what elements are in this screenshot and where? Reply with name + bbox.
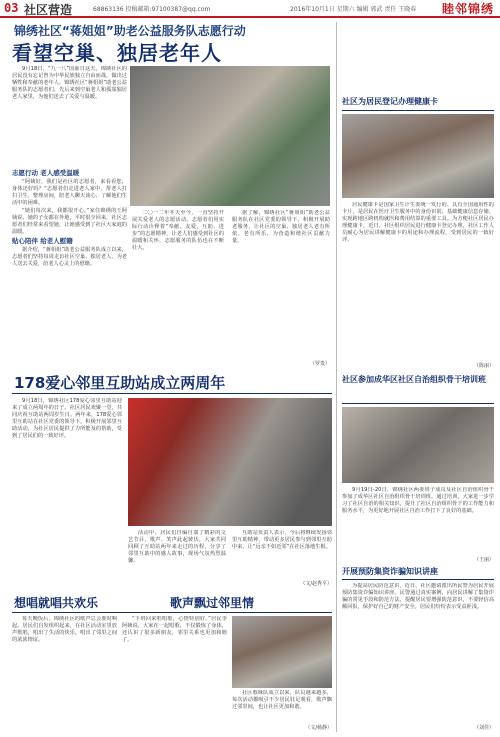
right2-rule	[342, 403, 494, 404]
lead-column-2	[132, 210, 224, 368]
section-title: 社区营造	[24, 3, 73, 17]
mid-title: 178爱心邻里互助站成立两周年	[14, 374, 226, 392]
issue-date: 2016年10月1日 星期六 编辑 郭武 责任 王晓春	[290, 6, 417, 13]
bottom-column-3	[232, 690, 332, 724]
lead-intro-text: 9月18日，“九一八”国耻日这天，锦绣社区的居民没有忘记曾为中华民族独立自由而战，做出过牺牲和奉献的老年人。锦绣社区“蒋姐姐”助老公益服务队的志愿者们，先后来到空巢老人和孤寡独居老人家里，为他们送去了关爱与温暖。	[12, 66, 127, 100]
mid-rule	[12, 393, 332, 394]
lead-column-3-text: 据了解，锦绣社区“蒋姐姐”助老公益服务队在社区党委的领导下，积极开展助老服务，让社区的空巢、独居老人老有所依、老有所乐，为营造和谐社区贡献力量。	[232, 210, 330, 244]
lead-subhead-1: 志愿行动 老人感受温暖	[12, 169, 80, 177]
right3-body	[342, 583, 494, 723]
lead-column-2-text: 二〇一二年冬天至今，一直坚持开展关爱老人的志愿活动。志愿者们用实际行动诠释着“奉献、友爱、互助、进步”的志愿精神，让老人们感受到社区的温暖和关怀，志愿服务的队伍也在不断壮大。	[132, 210, 224, 251]
bottom-column-2-text: “下班回来唱唱歌，心情特别好。”居民李阿姨说，大家在一起唱歌，不仅锻炼了身体，还认识了很多新朋友，邻里关系也更加和睦了。	[122, 616, 227, 643]
lead-kicker: 锦绣社区“蒋姐姐”助老公益服务队志愿行动	[14, 24, 246, 38]
page-number: 03	[4, 1, 19, 15]
mid-author: （文/赵秀平）	[300, 581, 332, 587]
bottom-column-1	[12, 616, 117, 732]
lead-photo	[130, 66, 330, 206]
mid-column-2-text: 活动中，居民们自编自演了精彩的文艺节目，歌声、笑声此起彼伏，大家共同回顾了互助站两年来走过的历程，分享了邻里互助中的感人故事，现场气氛热烈温馨。	[128, 530, 226, 564]
mid-column-3-text: 互助站负责人表示，今后将继续发扬邻里互助精神，带动更多居民参与到邻里互助中来，让“远亲不如近邻”在社区落地生根。	[232, 530, 332, 550]
lead-paragraph-1: “阿姨好，我们是社区的志愿者，来看看您，身体还好吗？”志愿者们走进老人家中，帮老人打扫卫生、整理房间，陪老人聊天谈心，了解他们生活中的困难。	[12, 179, 127, 206]
lead-intro	[12, 66, 127, 162]
lead-author: （罗贵）	[309, 361, 330, 367]
right3-title: 开展预防集资诈骗知识讲座	[342, 567, 438, 576]
right3-author: （刘佳）	[473, 725, 494, 731]
right1-body	[342, 202, 494, 364]
lead-paragraph-2: “她们每次来，我都很开心。”家住锦绣的王阿姨说，她的子女都在外地，平时很少回来，社区志愿者们经常来看望她，让她感受到了社区大家庭的温暖。	[12, 208, 127, 235]
right1-author: （陈丽）	[473, 363, 494, 369]
lead-column-3	[232, 210, 330, 360]
lead-column-1	[12, 168, 127, 368]
bottom-author: （文/杨静）	[305, 725, 332, 731]
right2-body-text: 9月19日-20日，锦绣社区两委班子成员及社区自治组织骨干参加了成华区社区自治组织骨干培训班。通过培训，大家进一步学习了社区自治的相关知识，提升了社区自治组织骨干的工作能力和服务水平，为更好地开展社区自治工作打下了良好的基础。	[342, 487, 494, 514]
bottom-column-1-text: 每天晚饭后，锦绣社区的歌声总会准时响起。居民们自发组织起来，在社区活动室里放声歌唱，唱出了生活的快乐，唱出了邻里之间的浓浓情谊。	[12, 616, 117, 643]
bottom-rule	[12, 612, 332, 613]
right1-title: 社区为居民登记办理健康卡	[342, 97, 438, 106]
column-divider	[336, 22, 337, 732]
lead-paragraph-3: 据介绍，“蒋姐姐”助老公益服务队成立以来，志愿者们坚持每周走访社区空巢、独居老人，为老人送去关爱，给老人心灵上的慰籍。	[12, 247, 127, 267]
page-header	[0, 0, 500, 18]
right1-photo	[342, 114, 494, 198]
mid-column-1-text: 9月18日，锦绣社区178爱心邻里互助站迎来了成立两周年的日子。社区居民欢聚一堂，共同庆祝互助站两周岁生日。两年来，178爱心邻里互助站在社区党委的领导下，积极开展邻里互助活动，为社区居民提供了力所能及的帮助，受到了居民们的一致好评。	[12, 398, 122, 439]
bottom-title-right: 歌声飘过邻里情	[170, 596, 255, 610]
mid-photo	[128, 398, 332, 526]
right2-photo	[342, 407, 494, 483]
right1-body-text: 居民健康卡是国家卫生计生委统一发行的、具有全国通用性的卡片，是居民在医疗卫生服务中的身份识别、基础健康信息存储、实现跨地区跨机构就医和费用结算的重要工具。为方便社区居民办理健康卡，近日，社区组织居民进行健康卡登记办理，社区工作人员耐心为居民讲解健康卡的用途和办理流程，受到居民的一致好评。	[342, 202, 494, 243]
mid-column-2	[128, 530, 226, 588]
masthead-logo: 睦邻锦绣	[441, 2, 494, 16]
bottom-column-3-text: 社区歌咏队成立以来，队员越来越多，每次活动都吸引不少居民驻足观看，歌声飘过邻里间，也让社区更加和谐。	[232, 690, 332, 710]
lead-subhead-2: 贴心陪伴 给老人慰籍	[12, 237, 73, 245]
right2-body	[342, 487, 494, 557]
right2-title: 社区参加成华区社区自治组织骨干培训班	[342, 375, 486, 384]
right1-rule	[342, 110, 494, 111]
bottom-title-left: 想唱就唱共欢乐	[14, 596, 99, 610]
lead-headline: 看望空巢、独居老年人	[12, 41, 222, 65]
mid-column-1	[12, 398, 122, 588]
right3-body-text: 为提高居民防范意识，近日，社区邀请派出所民警为居民开展预防集资诈骗知识讲座。民警通过真实案例，向居民讲解了集资诈骗的常见手段和防范方法，提醒居民要增强防范意识，不要轻信高额回报，保护好自己的财产安全。居民们纷纷表示受益匪浅。	[342, 583, 494, 610]
right2-author: （王丽）	[473, 557, 494, 563]
bottom-column-2	[122, 616, 227, 724]
right3-rule	[342, 579, 494, 580]
bottom-photo	[232, 616, 332, 688]
mid-column-3	[232, 530, 332, 580]
hotline-email: 68863136 投稿邮箱:97100387@qq.com	[93, 6, 211, 13]
